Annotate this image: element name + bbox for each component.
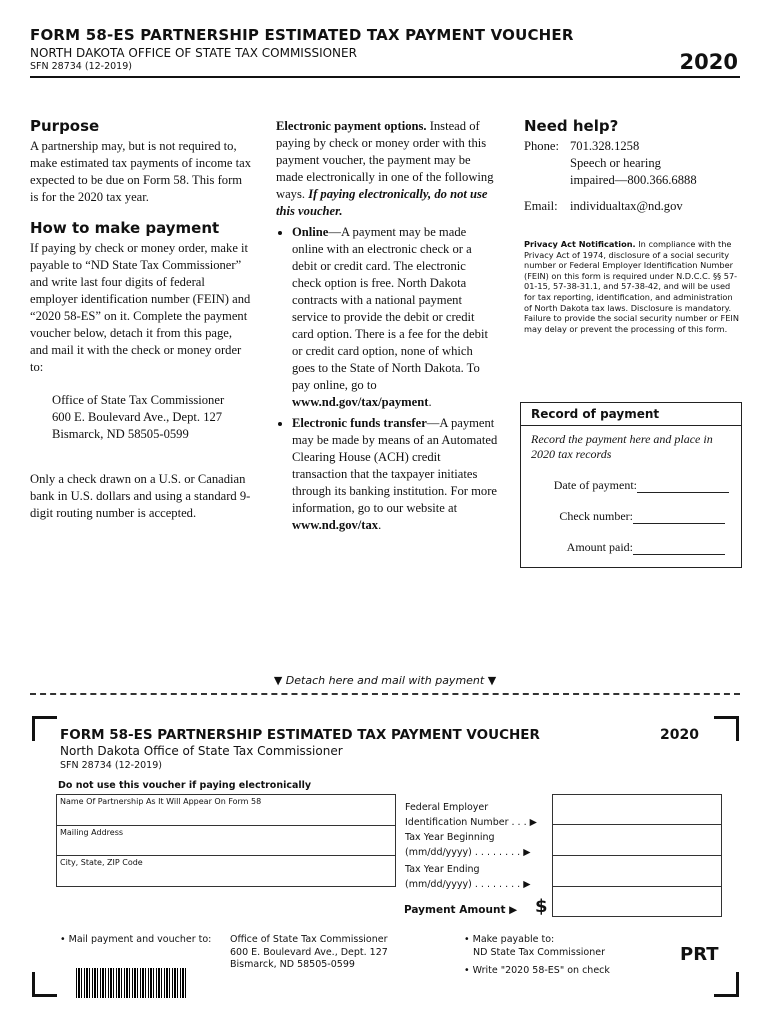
fein-input[interactable] (552, 794, 722, 825)
middle-column (276, 118, 498, 538)
speech-line: Speech or hearing (570, 156, 661, 170)
date-input[interactable] (637, 478, 729, 493)
begin-label-line: (mm/dd/yyyy) . . . . . . . . ▶ (405, 847, 531, 858)
mail-address-line: 600 E. Boulevard Ave., Dept. 127 (230, 946, 388, 958)
tax-year-end-input[interactable] (552, 855, 722, 887)
corner-mark (32, 716, 57, 741)
city-state-zip-field[interactable] (56, 855, 396, 887)
prt-mark: PRT (680, 944, 719, 965)
speech-line: impaired—800.366.6888 (570, 173, 697, 187)
begin-label-line: Tax Year Beginning (405, 832, 495, 843)
fein-label-line: Federal Employer (405, 802, 489, 813)
phone-label: Phone: (524, 139, 559, 153)
partnership-name-label: Name Of Partnership As It Will Appear On Form 58 (60, 797, 262, 806)
form-title: FORM 58-ES PARTNERSHIP ESTIMATED TAX PAYMENT VOUCHER (30, 26, 574, 44)
check-label: Check number: (559, 509, 633, 523)
privacy-text: In compliance with the Privacy Act of 1974, disclosure of a social security number or Federal Employer Identification Number (FEIN) on this form is required under N.D.C.C. §§ 57-01-15, 57-38-31.1, and 57-38-42, and will be used for tax reporting, identification, and administration of North Dakota tax laws. Disclosure is mandatory. Failure to provide the social security number or FEIN may delay or prevent the processing of this form. (524, 239, 739, 334)
voucher-warning: Do not use this voucher if paying electronically (58, 780, 312, 791)
how-to-pay-text: If paying by check or money order, make it payable to “ND State Tax Commissioner” and write last four digits of federal employer identification number (FEIN) and “2020 58-ES” on it. Complete the payment voucher below, detach it from this page, and mail it with the check or money order to: (30, 241, 251, 374)
right-column (524, 118, 742, 334)
privacy-heading: Privacy Act Notification. (524, 239, 636, 249)
fein-label-line: Identification Number . . . ▶ (405, 817, 537, 828)
voucher-year: 2020 (660, 727, 699, 743)
check-row (521, 509, 741, 524)
end-label-line: Tax Year Ending (405, 864, 480, 875)
mail-address-line: Office of State Tax Commissioner (230, 934, 388, 945)
purpose-heading: Purpose (30, 117, 100, 135)
record-divider (521, 425, 741, 426)
payable-instruction (464, 934, 605, 959)
voucher-mail-address (230, 934, 388, 972)
help-heading: Need help? (524, 117, 619, 135)
partnership-name-field[interactable] (56, 794, 396, 826)
record-heading: Record of payment (531, 407, 660, 421)
payment-options-list (276, 224, 498, 534)
mail-address-line: Bismarck, ND 58505-0599 (230, 959, 355, 970)
phone-number: 701.328.1258 (570, 139, 640, 153)
payable-line: • Make payable to: (464, 934, 555, 945)
privacy-notice (524, 239, 742, 334)
how-to-pay-heading: How to make payment (30, 219, 220, 237)
address-line: 600 E. Boulevard Ave., Dept. 127 (52, 410, 223, 424)
record-of-payment-box (520, 402, 742, 568)
mailing-address-field[interactable] (56, 825, 396, 856)
electronic-intro: Instead of paying by check or money order with this payment voucher, the payment may be made electronically in one of the following ways. (276, 119, 494, 201)
date-label: Date of payment: (553, 478, 637, 492)
email-label: Email: (524, 199, 558, 213)
amount-input[interactable] (633, 540, 725, 555)
payment-amount-label: Payment Amount ▶ (404, 904, 518, 916)
header-rule (30, 76, 740, 78)
payment-amount-input[interactable] (552, 886, 722, 917)
tax-year-begin-label (405, 830, 531, 860)
end-label-line: (mm/dd/yyyy) . . . . . . . . ▶ (405, 879, 531, 890)
check-note: Only a check drawn on a U.S. or Canadian bank in U.S. dollars and using a standard 9-digit routing number is accepted. (30, 472, 251, 520)
list-item (292, 224, 498, 411)
write-note: • Write "2020 58-ES" on check (464, 965, 610, 976)
voucher-title: FORM 58-ES PARTNERSHIP ESTIMATED TAX PAYMENT VOUCHER (60, 727, 540, 743)
mailing-address (52, 392, 252, 443)
corner-mark (714, 972, 739, 997)
city-state-zip-label: City, State, ZIP Code (60, 858, 143, 867)
voucher-sfn: SFN 28734 (12-2019) (60, 760, 162, 771)
sfn-number: SFN 28734 (12-2019) (30, 61, 132, 72)
electronic-warning: If paying electronically, do not use this voucher. (276, 187, 488, 218)
online-text: —A payment may be made online with an electronic check or a debit or credit card. The electronic check option is free. North Dakota contracts with a national payment service to provide the debit or credit card option. There is a fee for the debit or credit card option, none of which goes to the State of North Dakota. To pay online, go to (292, 225, 488, 392)
check-number-input[interactable] (633, 509, 725, 524)
email-address[interactable]: individualtax@nd.gov (570, 199, 683, 213)
record-note: Record the payment here and place in 2020 tax records (531, 432, 713, 461)
amount-label: Amount paid: (566, 540, 633, 554)
list-item (292, 415, 498, 534)
mail-instruction: • Mail payment and voucher to: (60, 934, 212, 945)
purpose-text: A partnership may, but is not required to, make estimated tax payments of income tax expected to be due on Form 58. This form is for the 2020 tax year. (30, 139, 252, 204)
eft-text: —A payment may be made by means of an Automated Clearing House (ACH) credit transaction that the taxpayer initiates through its banking institution. For more information, go to our website at (292, 416, 498, 515)
electronic-heading: Electronic payment options. (276, 119, 427, 133)
payable-line: ND State Tax Commissioner (473, 946, 606, 958)
left-column (30, 118, 252, 522)
tax-year-end-label (405, 862, 531, 892)
detach-line (30, 693, 740, 695)
voucher-agency: North Dakota Office of State Tax Commissioner (60, 744, 343, 758)
eft-label: Electronic funds transfer (292, 416, 427, 430)
agency-name: NORTH DAKOTA OFFICE OF STATE TAX COMMISSIONER (30, 46, 357, 60)
period: . (378, 518, 382, 532)
period: . (428, 395, 432, 409)
barcode (76, 968, 186, 998)
detach-instruction: ▼ Detach here and mail with payment ▼ (273, 674, 497, 687)
phone-row (524, 138, 742, 189)
fein-label (405, 800, 537, 830)
online-url-link[interactable]: www.nd.gov/tax/payment (292, 395, 429, 409)
address-line: Office of State Tax Commissioner (52, 393, 225, 407)
eft-url-link[interactable]: www.nd.gov/tax (292, 518, 379, 532)
address-line: Bismarck, ND 58505-0599 (52, 427, 189, 441)
corner-mark (714, 716, 739, 741)
online-label: Online (292, 225, 329, 239)
dollar-sign: $ (535, 896, 548, 917)
tax-year-begin-input[interactable] (552, 824, 722, 856)
corner-mark (32, 972, 57, 997)
mailing-address-label: Mailing Address (60, 828, 124, 837)
form-year: 2020 (679, 50, 738, 74)
amount-row (521, 540, 741, 555)
date-row (521, 478, 741, 493)
electronic-paragraph (276, 118, 498, 220)
email-row (524, 198, 742, 215)
